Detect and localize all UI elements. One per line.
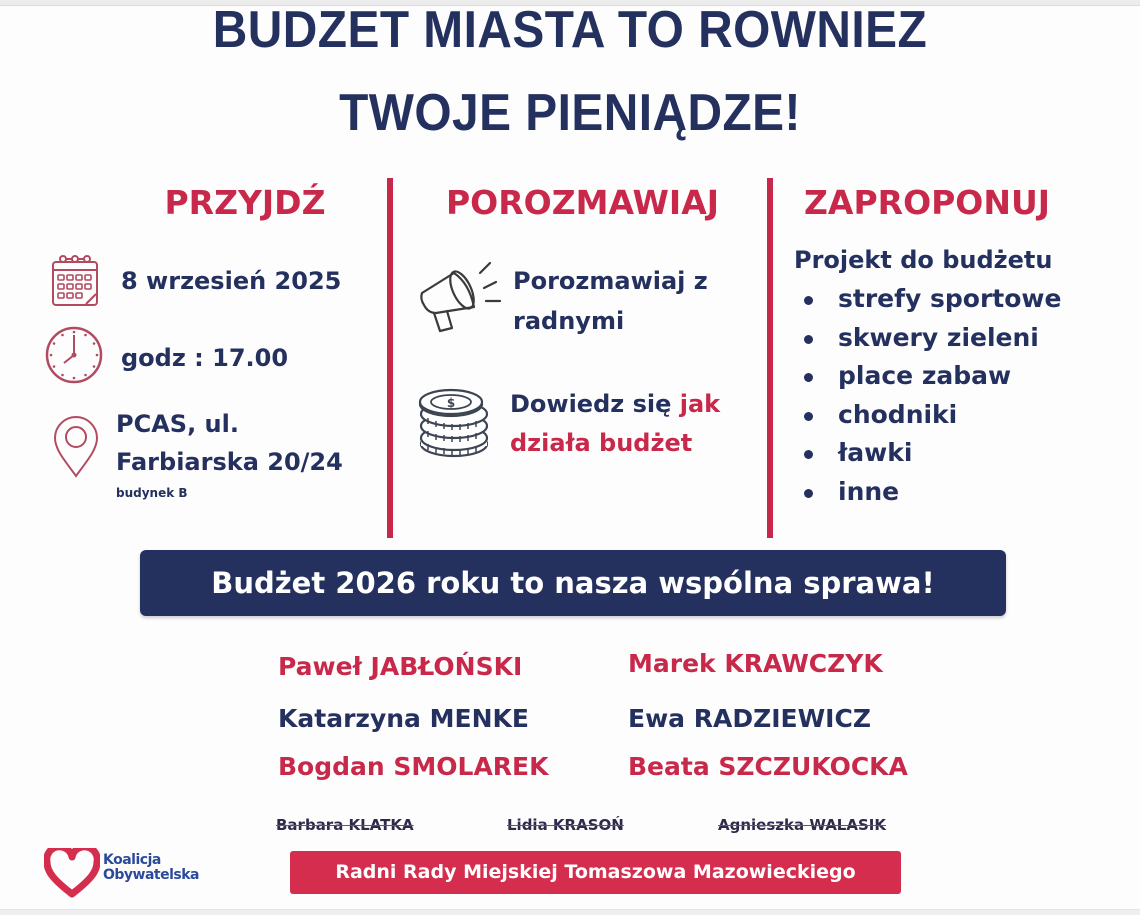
clock-icon xyxy=(44,325,104,385)
list-item: ławki xyxy=(800,434,1061,473)
councillor-name: Marek KRAWCZYK xyxy=(628,649,883,678)
event-date: 8 wrzesień 2025 xyxy=(121,267,342,295)
councillor-name: Ewa RADZIEWICZ xyxy=(628,704,871,733)
list-item: skwery zieleni xyxy=(800,319,1061,358)
former-councillor-name: Agnieszka WALASIK xyxy=(718,816,886,834)
megaphone-icon xyxy=(414,255,506,339)
project-list xyxy=(800,280,1061,511)
event-place-note: budynek B xyxy=(116,486,188,500)
column-divider-right xyxy=(767,178,773,538)
list-item: place zabaw xyxy=(800,357,1061,396)
headline-line-1: BUDZET MIASTA TO ROWNIEZ xyxy=(212,1,928,59)
list-item: chodniki xyxy=(800,396,1061,435)
former-councillor-name: Barbara KLATKA xyxy=(276,816,414,834)
learn-text-navy: Dowiedz się xyxy=(510,390,680,418)
logo-line-1: Koalicja xyxy=(103,852,161,868)
headline-line-2: TWOJE PIENIĄDZE! xyxy=(339,84,801,142)
heart-logo-icon xyxy=(44,848,100,898)
map-pin-icon xyxy=(52,414,100,478)
coins-icon xyxy=(416,388,492,462)
council-label: Radni Rady Miejskiej Tomaszowa Mazowieckiego xyxy=(290,851,901,894)
heading-porozmawiaj: POROZMAWIAJ xyxy=(445,183,720,222)
councillor-name: Paweł JABŁOŃSKI xyxy=(278,652,523,681)
bottom-edge-bar xyxy=(0,909,1140,915)
svg-text:$: $ xyxy=(446,396,456,410)
project-subheading: Projekt do budżetu xyxy=(794,246,1053,274)
list-item: strefy sportowe xyxy=(800,280,1061,319)
event-place-line-2: Farbiarska 20/24 xyxy=(116,448,343,476)
calendar-icon xyxy=(50,254,100,308)
party-logo-text xyxy=(103,853,199,883)
column-divider-left xyxy=(387,178,393,538)
councillor-name: Katarzyna MENKE xyxy=(278,704,529,733)
heading-przyjdz: PRZYJDŹ xyxy=(164,183,326,222)
event-place-line-1: PCAS, ul. xyxy=(116,410,239,438)
talk-line-2: radnymi xyxy=(513,307,625,335)
councillor-name: Beata SZCZUKOCKA xyxy=(628,752,908,781)
list-item: inne xyxy=(800,473,1061,512)
logo-line-2: Obywatelska xyxy=(103,867,200,883)
councillor-name: Bogdan SMOLAREK xyxy=(278,752,549,781)
slogan-banner: Budżet 2026 roku to nasza wspólna sprawa! xyxy=(140,550,1006,616)
talk-line-1: Porozmawiaj z xyxy=(513,267,708,295)
heading-zaproponuj: ZAPROPONUJ xyxy=(804,183,1051,222)
event-time: godz : 17.00 xyxy=(121,344,289,372)
former-councillor-name: Lidia KRASOŃ xyxy=(507,816,624,834)
learn-line-1 xyxy=(510,385,720,423)
learn-text-red: jak xyxy=(679,390,721,418)
learn-line-2: działa budżet xyxy=(510,429,693,457)
